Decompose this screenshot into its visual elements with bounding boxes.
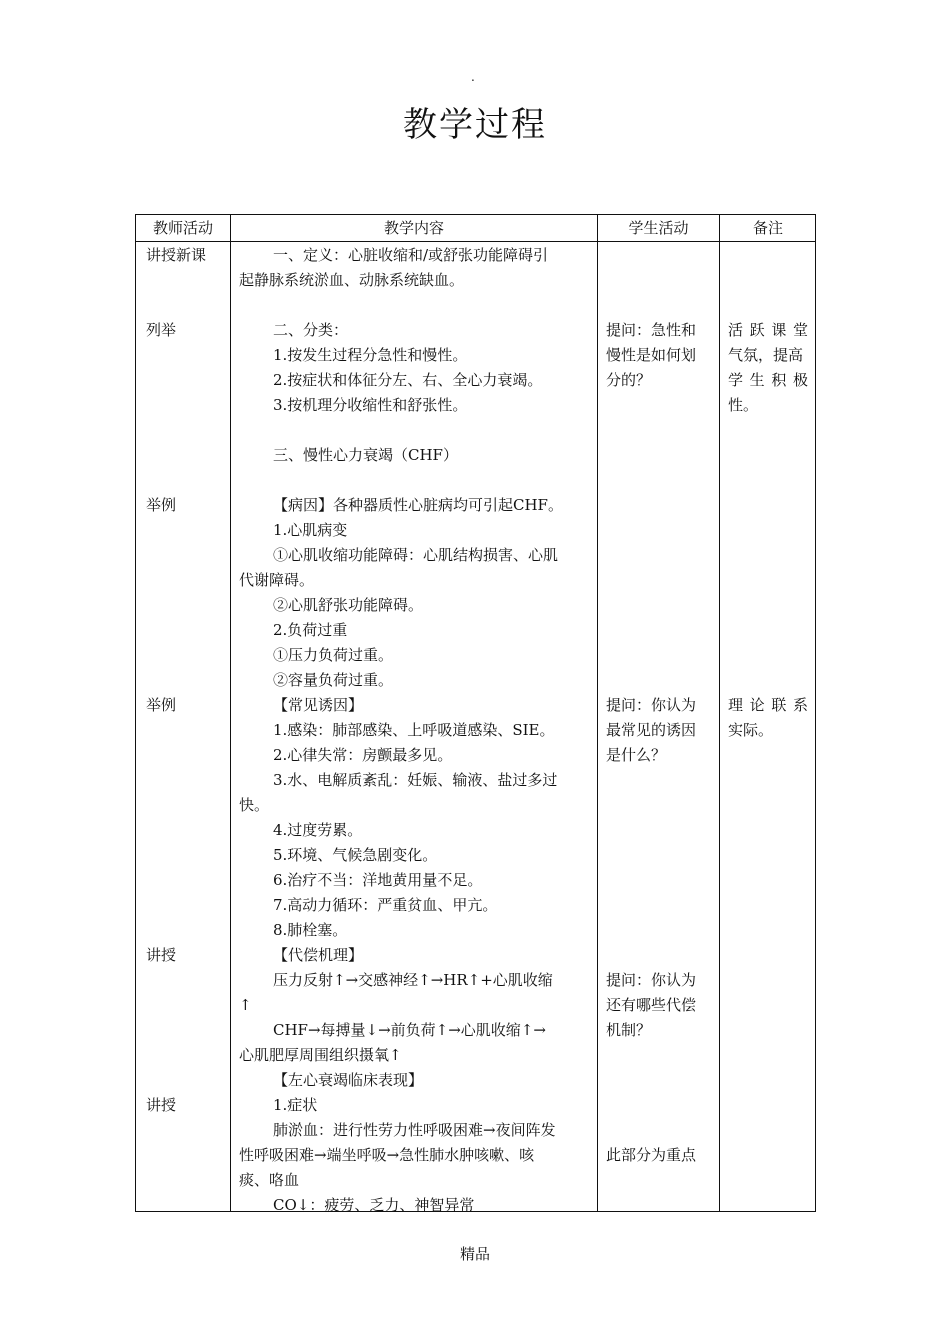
- content-line: 6.治疗不当：洋地黄用量不足。: [273, 871, 483, 889]
- header-dot: .: [471, 70, 475, 84]
- header-notes: 备注: [752, 219, 783, 237]
- content-line: ↑: [239, 996, 252, 1014]
- content-line: 7.高动力循环：严重贫血、甲亢。: [273, 896, 498, 914]
- student-activity-line: 此部分为重点: [606, 1146, 697, 1164]
- content-line: 压力反射↑→交感神经↑→HR↑+心肌收缩: [273, 971, 553, 989]
- teacher-activity-cell: 讲授新课: [146, 246, 207, 264]
- header-teaching-content: 教学内容: [383, 219, 444, 237]
- note-line: 活跃课堂: [728, 321, 808, 339]
- content-line: 3.水、电解质紊乱：妊娠、输液、盐过多过: [273, 771, 558, 789]
- content-line: 一、定义：心脏收缩和/或舒张功能障碍引: [273, 246, 549, 264]
- content-line: ②心肌舒张功能障碍。: [273, 596, 424, 614]
- content-line: CHF→每搏量↓→前负荷↑→心肌收缩↑→: [273, 1021, 546, 1039]
- content-line: 2.按症状和体征分左、右、全心力衰竭。: [273, 371, 543, 389]
- content-line: ①压力负荷过重。: [273, 646, 394, 664]
- content-line: 【代偿机理】: [273, 946, 364, 964]
- content-line: 1.按发生过程分急性和慢性。: [273, 346, 468, 364]
- page-footer: 精品: [459, 1245, 490, 1263]
- student-activity-line: 提问：你认为: [606, 971, 697, 989]
- note-line: 气氛，提高: [728, 346, 804, 364]
- student-activity-line: 最常见的诱因: [606, 721, 697, 739]
- header-teacher-activity: 教师活动: [152, 219, 213, 237]
- content-line: 2.负荷过重: [273, 621, 348, 639]
- content-line: 1.心肌病变: [273, 521, 348, 539]
- content-line: 性呼吸困难→端坐呼吸→急性肺水肿咳嗽、咳: [239, 1146, 535, 1164]
- content-line: 代谢障碍。: [239, 571, 315, 589]
- teacher-activity-cell: 举例: [146, 496, 177, 514]
- col-divider: [597, 215, 598, 1211]
- content-line: 肺淤血：进行性劳力性呼吸困难→夜间阵发: [273, 1121, 556, 1139]
- lesson-table: [135, 214, 816, 1212]
- content-line: 2.心律失常：房颤最多见。: [273, 746, 453, 764]
- page-title: 教学过程: [403, 105, 547, 145]
- header-divider: [136, 241, 815, 242]
- student-activity-line: 慢性是如何划: [606, 346, 697, 364]
- content-line: 1.感染：肺部感染、上呼吸道感染、SIE。: [273, 721, 555, 739]
- student-activity-line: 还有哪些代偿: [606, 996, 697, 1014]
- content-line: 三、慢性心力衰竭（CHF）: [273, 446, 458, 464]
- student-activity-line: 提问：你认为: [606, 696, 697, 714]
- content-line: 痰、咯血: [239, 1171, 300, 1189]
- content-line: 8.肺栓塞。: [273, 921, 348, 939]
- content-line: 【常见诱因】: [273, 696, 364, 714]
- student-activity-line: 提问：急性和: [606, 321, 697, 339]
- note-line: 性。: [728, 396, 759, 414]
- content-line: 【病因】各种器质性心脏病均可引起CHF。: [273, 496, 563, 514]
- col-divider: [230, 215, 231, 1211]
- content-line: 起静脉系统淤血、动脉系统缺血。: [239, 271, 465, 289]
- content-line: 【左心衰竭临床表现】: [273, 1071, 424, 1089]
- content-line: 二、分类：: [273, 321, 349, 339]
- content-line: ②容量负荷过重。: [273, 671, 394, 689]
- note-line: 学生积极: [728, 371, 808, 389]
- header-student-activity: 学生活动: [628, 219, 689, 237]
- content-line: 快。: [239, 796, 270, 814]
- content-line: 1.症状: [273, 1096, 318, 1114]
- note-line: 理论联系: [728, 696, 808, 714]
- teacher-activity-cell: 讲授: [146, 946, 177, 964]
- note-line: 实际。: [728, 721, 774, 739]
- content-line: 3.按机理分收缩性和舒张性。: [273, 396, 468, 414]
- content-line: 4.过度劳累。: [273, 821, 363, 839]
- student-activity-line: 分的？: [606, 371, 652, 389]
- content-line: 5.环境、气候急剧变化。: [273, 846, 438, 864]
- content-line: 心肌肥厚周围组织摄氧↑: [239, 1046, 402, 1064]
- student-activity-line: 是什么？: [606, 746, 667, 764]
- student-activity-line: 机制？: [606, 1021, 652, 1039]
- teacher-activity-cell: 举例: [146, 696, 177, 714]
- teacher-activity-cell: 讲授: [146, 1096, 177, 1114]
- content-line: ①心肌收缩功能障碍：心肌结构损害、心肌: [273, 546, 559, 564]
- teacher-activity-cell: 列举: [146, 321, 177, 339]
- col-divider: [719, 215, 720, 1211]
- content-line: CO↓：疲劳、乏力、神智异常: [273, 1196, 475, 1214]
